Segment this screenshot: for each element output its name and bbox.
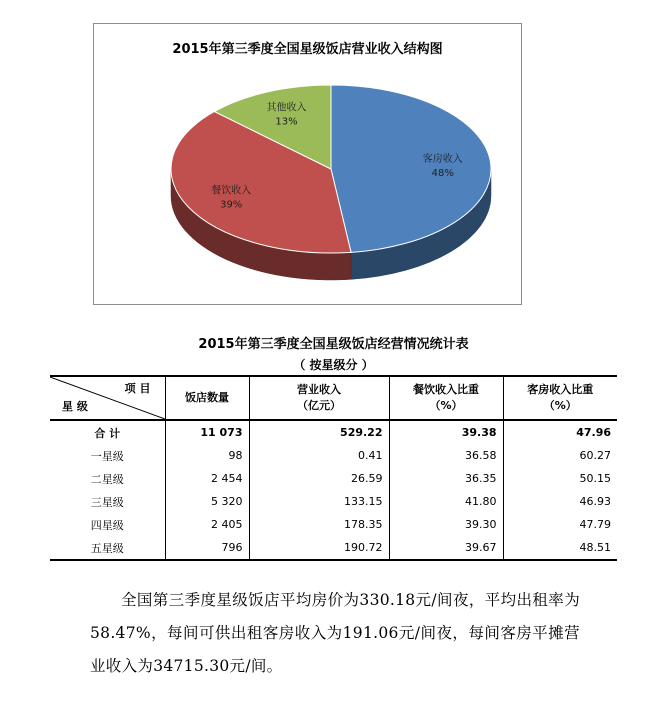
cell-food: 39.38 — [389, 420, 503, 444]
cell-food: 39.30 — [389, 513, 503, 536]
cell-revenue: 133.15 — [249, 490, 389, 513]
slice-3-value-label: 13% — [275, 116, 298, 128]
cell-revenue: 0.41 — [249, 444, 389, 467]
header-count: 饭店数量 — [165, 376, 249, 420]
cell-room: 46.93 — [503, 490, 617, 513]
table-row — [50, 513, 617, 536]
cell-revenue: 529.22 — [249, 420, 389, 444]
corner-header-star: 星 级 — [62, 400, 88, 413]
header-revenue: 营业收入 （亿元） — [249, 376, 389, 420]
slice-3-name-label: 其他收入 — [266, 102, 307, 114]
cell-revenue: 178.35 — [249, 513, 389, 536]
cell-room: 50.15 — [503, 467, 617, 490]
cell-room: 47.96 — [503, 420, 617, 444]
cell-count: 2 405 — [165, 513, 249, 536]
table-header-row — [50, 376, 617, 420]
cell-count: 5 320 — [165, 490, 249, 513]
row-label: 二星级 — [90, 472, 124, 486]
row-label: 三星级 — [90, 495, 124, 509]
pie-chart — [94, 24, 521, 304]
cell-room: 47.79 — [503, 513, 617, 536]
cell-count: 796 — [165, 536, 249, 560]
cell-food: 41.80 — [389, 490, 503, 513]
cell-food: 36.35 — [389, 467, 503, 490]
cell-revenue: 26.59 — [249, 467, 389, 490]
chart-title: 2015年第三季度全国星级饭店营业收入结构图 — [172, 42, 443, 57]
header-room-ratio: 客房收入比重 （%） — [503, 376, 617, 420]
table-row-total — [50, 420, 617, 444]
table-row — [50, 536, 617, 560]
cell-room: 60.27 — [503, 444, 617, 467]
cell-food: 39.67 — [389, 536, 503, 560]
summary-paragraph: 全国第三季度星级饭店平均房价为330.18元/间夜，平均出租率为58.47%，每间可供出租客房收入为191.06元/间夜，每间客房平摊营业收入为34715.30元/间。 — [90, 591, 580, 675]
table-subtitle: （ 按星级分 ） — [293, 358, 374, 372]
cell-food: 36.58 — [389, 444, 503, 467]
row-label: 四星级 — [90, 518, 124, 532]
cell-revenue: 190.72 — [249, 536, 389, 560]
corner-header-cell — [50, 376, 165, 420]
table-row — [50, 467, 617, 490]
cell-count: 2 454 — [165, 467, 249, 490]
slice-2-name-label: 餐饮收入 — [211, 185, 252, 197]
slice-2-value-label: 39% — [220, 199, 243, 211]
header-food-ratio: 餐饮收入比重 （%） — [389, 376, 503, 420]
cell-count: 98 — [165, 444, 249, 467]
stats-table — [50, 375, 617, 561]
corner-header-item: 项 目 — [124, 382, 151, 395]
table-row — [50, 490, 617, 513]
table-row — [50, 444, 617, 467]
row-label: 合 计 — [94, 426, 121, 440]
row-label: 一星级 — [90, 449, 124, 463]
pie-chart-frame — [93, 23, 522, 305]
cell-count: 11 073 — [165, 420, 249, 444]
table-title: 2015年第三季度全国星级饭店经营情况统计表 — [198, 337, 469, 352]
row-label: 五星级 — [50, 536, 165, 560]
slice-1-value-label: 48% — [431, 168, 454, 180]
slice-1-name-label: 客房收入 — [422, 154, 463, 166]
cell-room: 48.51 — [503, 536, 617, 560]
